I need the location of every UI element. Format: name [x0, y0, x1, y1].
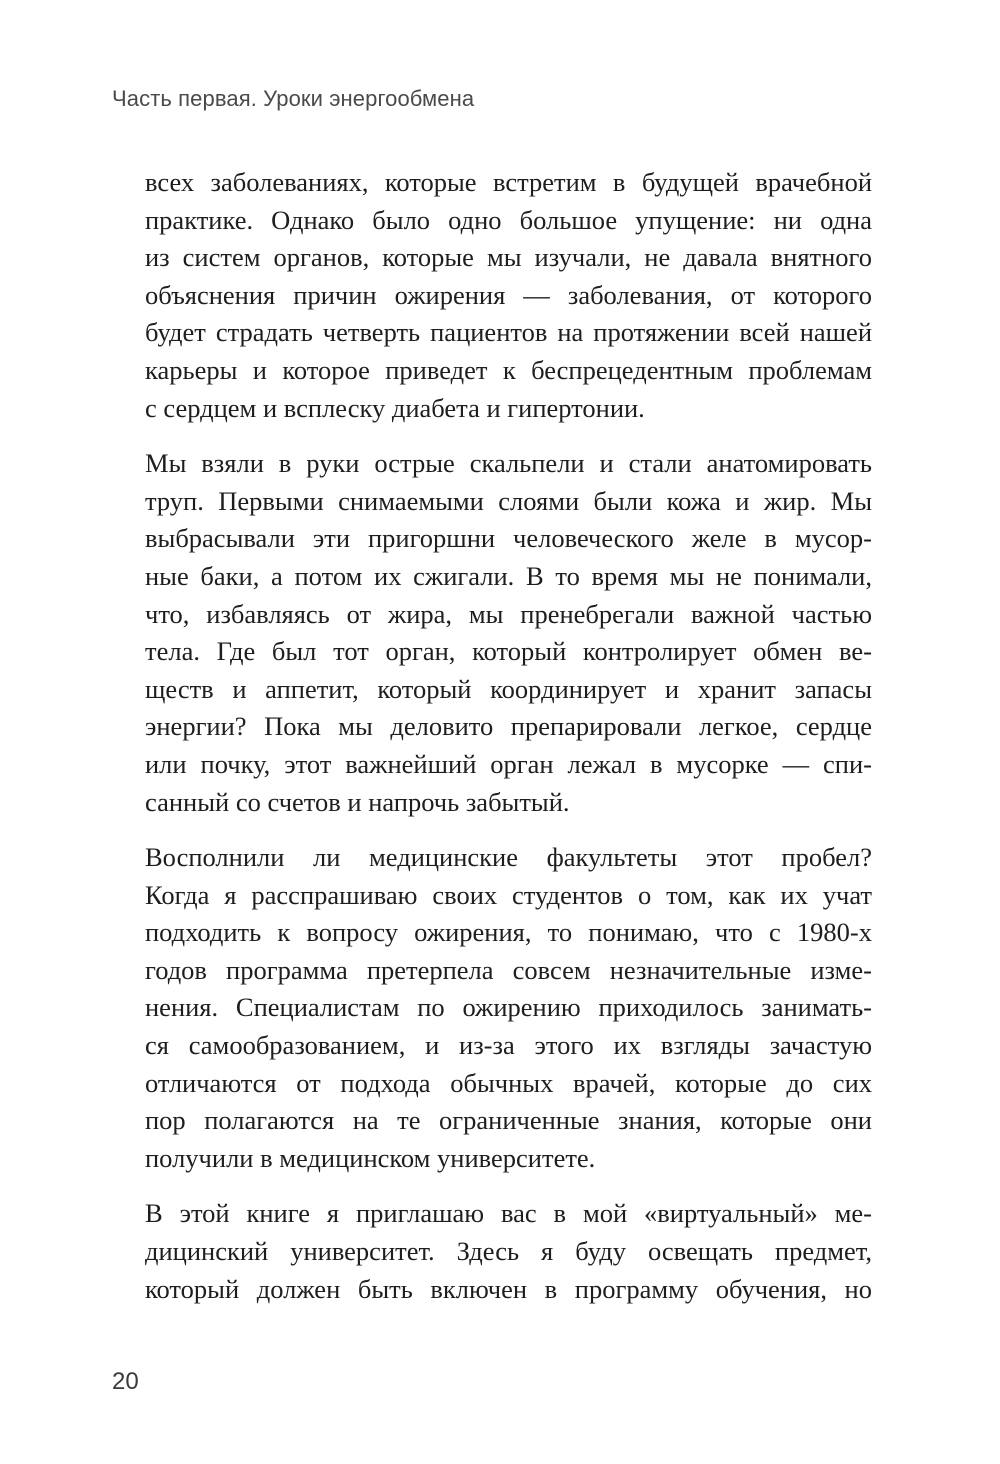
text-line: санный со счетов и напрочь забытый. — [145, 786, 570, 817]
text-line: будет страдать четверть пациентов на протяжении всей нашей — [145, 317, 872, 348]
text-line: подходить к вопросу ожирения, то понимаю, что с 1980-х — [145, 917, 872, 948]
paragraph — [145, 164, 872, 427]
paragraph — [145, 1195, 872, 1308]
text-line: нения. Специалистам по ожирению приходилось занимать- — [145, 992, 872, 1023]
text-line: который должен быть включен в программу обучения, но — [145, 1273, 872, 1304]
text-line: пор полагаются на те ограниченные знания, которые они — [145, 1105, 872, 1136]
text-line: объяснения причин ожирения — заболевания, от которого — [145, 279, 872, 310]
text-line: практике. Однако было одно большое упущение: ни одна — [145, 204, 872, 235]
running-header: Часть первая. Уроки энергообмена — [112, 86, 475, 111]
text-line: труп. Первыми снимаемыми слоями были кожа и жир. Мы — [145, 485, 872, 516]
text-line: что, избавляясь от жира, мы пренебрегали важной частью — [145, 598, 872, 629]
text-line: или почку, этот важнейший орган лежал в мусорке — спи- — [145, 748, 872, 779]
text-line: годов программа претерпела совсем незначительные изме- — [145, 954, 872, 985]
text-line: энергии? Пока мы деловито препарировали легкое, сердце — [145, 711, 872, 742]
page-number: 20 — [112, 1368, 139, 1395]
text-line: всех заболеваниях, которые встретим в будущей врачебной — [145, 167, 872, 197]
text-line: получили в медицинском университете. — [145, 1142, 596, 1173]
text-line: ные баки, а потом их сжигали. В то время мы не понимали, — [145, 560, 872, 591]
text-line: ществ и аппетит, который координирует и хранит запасы — [145, 673, 872, 704]
text-line: выбрасывали эти пригоршни человеческого желе в мусор- — [145, 523, 872, 554]
text-line: Когда я расспрашиваю своих студентов о том, как их учат — [145, 879, 872, 910]
text-line: отличаются от подхода обычных врачей, которые до сих — [145, 1067, 872, 1098]
text-line: из систем органов, которые мы изучали, не давала внятного — [145, 242, 872, 273]
text-line: дицинский университет. Здесь я буду освещать предмет, — [145, 1236, 872, 1267]
text-line: карьеры и которое приведет к беспрецедентным проблемам — [145, 354, 872, 385]
body-text — [145, 164, 872, 1326]
text-line: с сердцем и всплеску диабета и гипертонии. — [145, 392, 645, 423]
text-line: В этой книге я приглашаю вас в мой «виртуальный» ме- — [145, 1198, 872, 1229]
text-line: Восполнили ли медицинские факультеты этот пробел? — [145, 842, 872, 873]
text-line: Мы взяли в руки острые скальпели и стали анатомировать — [145, 448, 872, 479]
paragraph — [145, 445, 872, 821]
paragraph — [145, 839, 872, 1177]
text-line: ся самообразованием, и из-за этого их взгляды зачастую — [145, 1030, 872, 1061]
text-line: тела. Где был тот орган, который контролирует обмен ве- — [145, 636, 872, 667]
